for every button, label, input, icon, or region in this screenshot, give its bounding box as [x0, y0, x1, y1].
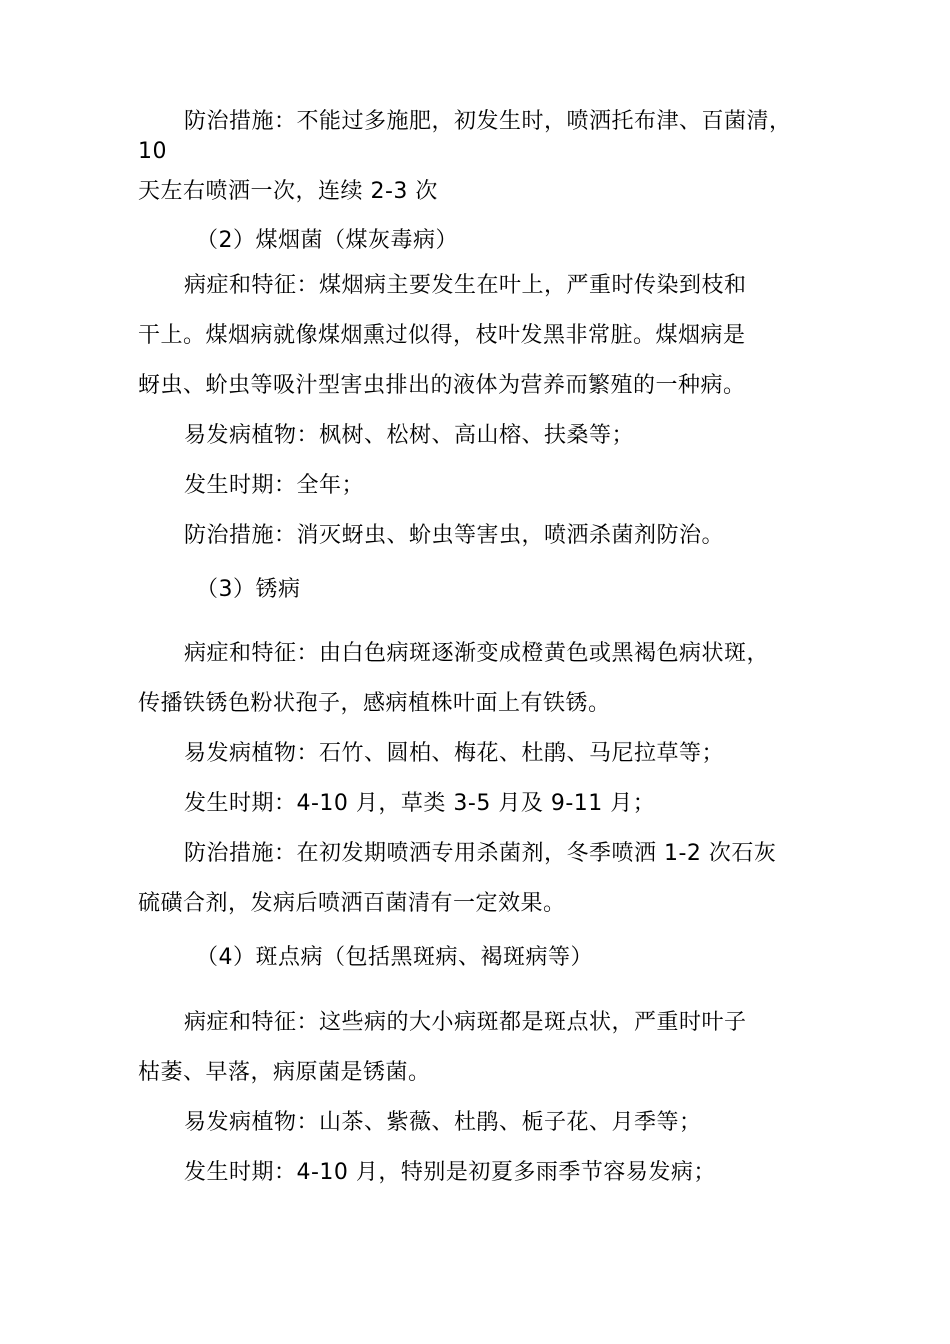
rust-symptoms-line-1: 病症和特征：由白色病斑逐渐变成橙黄色或黑褐色病状斑， — [184, 641, 770, 666]
sooty-symptoms-line-1: 病症和特征：煤烟病主要发生在叶上，严重时传染到枝和 — [184, 273, 747, 298]
control-measures-line-2: 10 — [138, 139, 167, 164]
sooty-symptoms-line-2: 干上。煤烟病就像煤烟熏过似得，枝叶发黑非常脏。煤烟病是 — [138, 323, 746, 348]
leaf-spot-host-plants: 易发病植物：山茶、紫薇、杜鹃、栀子花、月季等； — [184, 1110, 702, 1135]
leaf-spot-occurrence-period: 发生时期：4-10 月，特别是初夏多雨季节容易发病； — [184, 1160, 716, 1185]
section-heading-leaf-spot: （4）斑点病（包括黑斑病、褐斑病等） — [196, 945, 593, 970]
rust-host-plants: 易发病植物：石竹、圆柏、梅花、杜鹃、马尼拉草等； — [184, 741, 725, 766]
control-measures-line-1: 防治措施：不能过多施肥，初发生时，喷洒托布津、百菌清， — [184, 109, 792, 134]
rust-control-line-1: 防治措施：在初发期喷洒专用杀菌剂，冬季喷洒 1-2 次石灰 — [184, 841, 777, 866]
sooty-host-plants: 易发病植物：枫树、松树、高山榕、扶桑等； — [184, 423, 635, 448]
rust-control-line-2: 硫磺合剂，发病后喷洒百菌清有一定效果。 — [138, 891, 566, 916]
leaf-spot-symptoms-line-2: 枯萎、早落，病原菌是锈菌。 — [138, 1060, 431, 1085]
section-heading-sooty-mold: （2）煤烟菌（煤灰毒病） — [196, 228, 458, 253]
sooty-occurrence-period: 发生时期：全年； — [184, 473, 365, 498]
rust-symptoms-line-2: 传播铁锈色粉状孢子，感病植株叶面上有铁锈。 — [138, 691, 611, 716]
leaf-spot-symptoms-line-1: 病症和特征：这些病的大小病斑都是斑点状，严重时叶子 — [184, 1010, 747, 1035]
control-measures-line-3: 天左右喷洒一次，连续 2-3 次 — [138, 179, 438, 204]
sooty-symptoms-line-3: 蚜虫、蚧虫等吸汁型害虫排出的液体为营养而繁殖的一种病。 — [138, 373, 746, 398]
rust-occurrence-period: 发生时期：4-10 月，草类 3-5 月及 9-11 月； — [184, 791, 656, 816]
section-heading-rust: （3）锈病 — [196, 577, 301, 602]
sooty-control-measures: 防治措施：消灭蚜虫、蚧虫等害虫，喷洒杀菌剂防治。 — [184, 523, 725, 548]
